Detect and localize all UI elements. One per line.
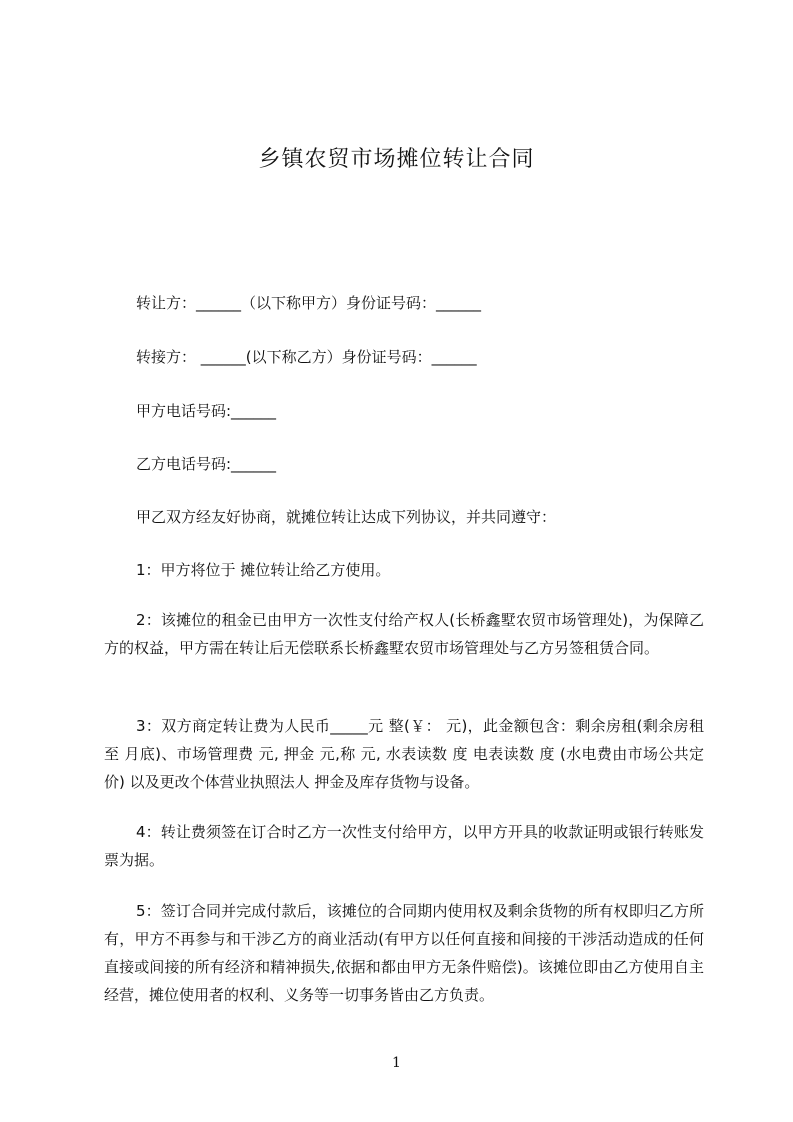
transferee-line: 转接方： ______(以下称乙方）身份证号码：______ [136,348,477,366]
contract-title: 乡镇农贸市场摊位转让合同 [258,147,535,172]
party-a-phone-line: 甲方电话号码:______ [136,402,277,420]
transferor-line: 转让方：______（以下称甲方）身份证号码：______ [136,294,482,312]
page-number: 1 [392,1055,401,1071]
agreement-intro: 甲乙双方经友好协商，就摊位转让达成下列协议，并共同遵守： [136,508,557,526]
clause-4: 4：转让费须签在订合时乙方一次性支付给甲方，以甲方开具的收款证明或银行转账发票为据。 [104,823,704,869]
party-b-phone-line: 乙方电话号码:______ [136,455,277,473]
clause-5: 5：签订合同并完成付款后，该摊位的合同期内使用权及剩余货物的所有权即归乙方所有，甲方不再参与和干涉乙方的商业活动(有甲方以任何直接和间接的干涉活动造成的任何直接或间接的所有经济和精神损失,依据和都由甲方无条件赔偿)。该摊位即由乙方使用自主经营，摊位使用者的权利、义务等一切事务皆由乙方负责。 [104,902,704,1004]
clause-3: 3：双方商定转让费为人民币_____元 整(￥： 元)，此金额包含：剩余房租(剩余房租至 月底)、市场管理费 元, 押金 元,称 元, 水表读数 度 电表读数 度 (水电费由市场公共定价) 以及更改个体营业执照法人 押金及库存货物与设备。 [104,717,704,791]
clause-1: 1：甲方将位于 摊位转让给乙方使用。 [136,561,391,579]
clause-2: 2：该摊位的租金已由甲方一次性支付给产权人(长桥鑫墅农贸市场管理处)，为保障乙方的权益，甲方需在转让后无偿联系长桥鑫墅农贸市场管理处与乙方另签租赁合同。 [104,611,704,657]
